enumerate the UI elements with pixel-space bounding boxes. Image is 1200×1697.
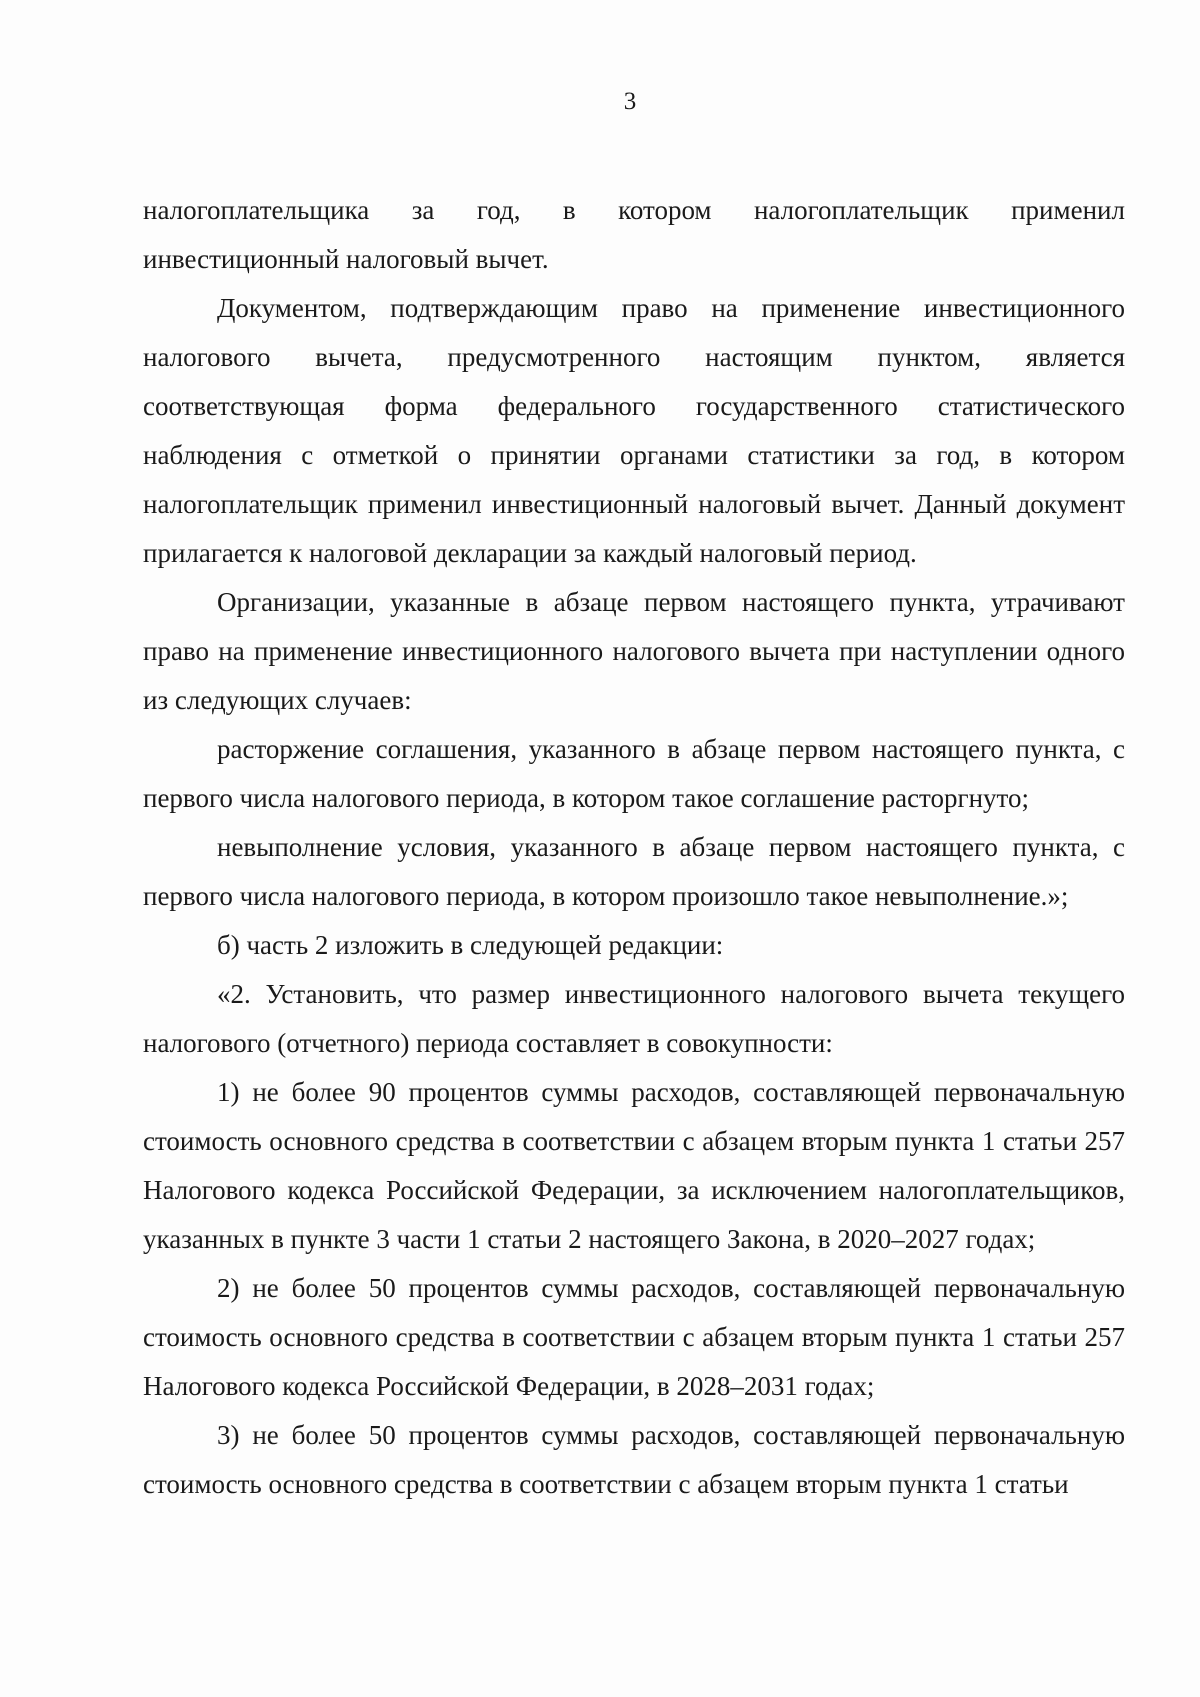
word: налогоплательщик: [753, 195, 969, 225]
word: год,: [476, 195, 521, 225]
paragraph: б) часть 2 изложить в следующей редакции:: [217, 930, 724, 960]
paragraph: Документом, подтверждающим право на применение инвестиционного налогового вычета, предусмотренного настоящим пунктом, является соответствующая форма федерального государственного статистического наблюдения с отметкой о принятии органами статистики за год, в котором налогоплательщик применил инвестиционный налоговый вычет. Данный документ прилагается к налоговой декларации за каждый налоговый период.: [143, 293, 1125, 568]
paragraph-line: инвестиционный налоговый вычет.: [143, 244, 549, 274]
page-number: 3: [623, 88, 637, 115]
document-body: [143, 186, 1125, 1509]
paragraph: 2) не более 50 процентов суммы расходов, составляющей первоначальную стоимость основного средства в соответствии с абзацем вторым пункта 1 статьи 257 Налогового кодекса Российской Федерации, в 2028–2031 годах;: [143, 1273, 1125, 1401]
word: налогоплательщика: [143, 195, 370, 225]
word: котором: [618, 195, 712, 225]
word: за: [411, 195, 435, 225]
paragraph: расторжение соглашения, указанного в абзаце первом настоящего пункта, с первого числа налогового периода, в котором такое соглашение расторгнуто;: [143, 734, 1125, 813]
paragraph: невыполнение условия, указанного в абзаце первом настоящего пункта, с первого числа налогового периода, в котором произошло такое невыполнение.»;: [143, 832, 1125, 911]
word: применил: [1011, 195, 1125, 225]
paragraph: 3) не более 50 процентов суммы расходов, составляющей первоначальную стоимость основного средства в соответствии с абзацем вторым пункта 1 статьи: [143, 1420, 1125, 1499]
justified-line: [143, 186, 1125, 235]
paragraph: «2. Установить, что размер инвестиционного налогового вычета текущего налогового (отчетного) периода составляет в совокупности:: [143, 979, 1125, 1058]
paragraph-continuation: [143, 186, 1125, 284]
word: в: [562, 195, 576, 225]
paragraph: 1) не более 90 процентов суммы расходов, составляющей первоначальную стоимость основного средства в соответствии с абзацем вторым пункта 1 статьи 257 Налогового кодекса Российской Федерации, за исключением налогоплательщиков, указанных в пункте 3 части 1 статьи 2 настоящего Закона, в 2020–2027 годах;: [143, 1077, 1125, 1254]
paragraph: Организации, указанные в абзаце первом настоящего пункта, утрачивают право на применение инвестиционного налогового вычета при наступлении одного из следующих случаев:: [143, 587, 1125, 715]
